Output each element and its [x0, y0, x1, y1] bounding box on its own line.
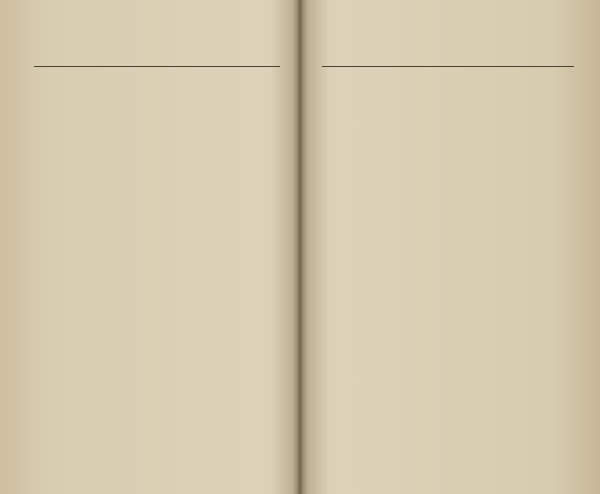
right-body-text — [326, 74, 572, 466]
left-header-rule — [34, 66, 280, 67]
right-header-rule — [322, 66, 574, 67]
right-page — [302, 0, 600, 494]
left-page — [0, 0, 298, 494]
left-body-text — [38, 74, 278, 466]
